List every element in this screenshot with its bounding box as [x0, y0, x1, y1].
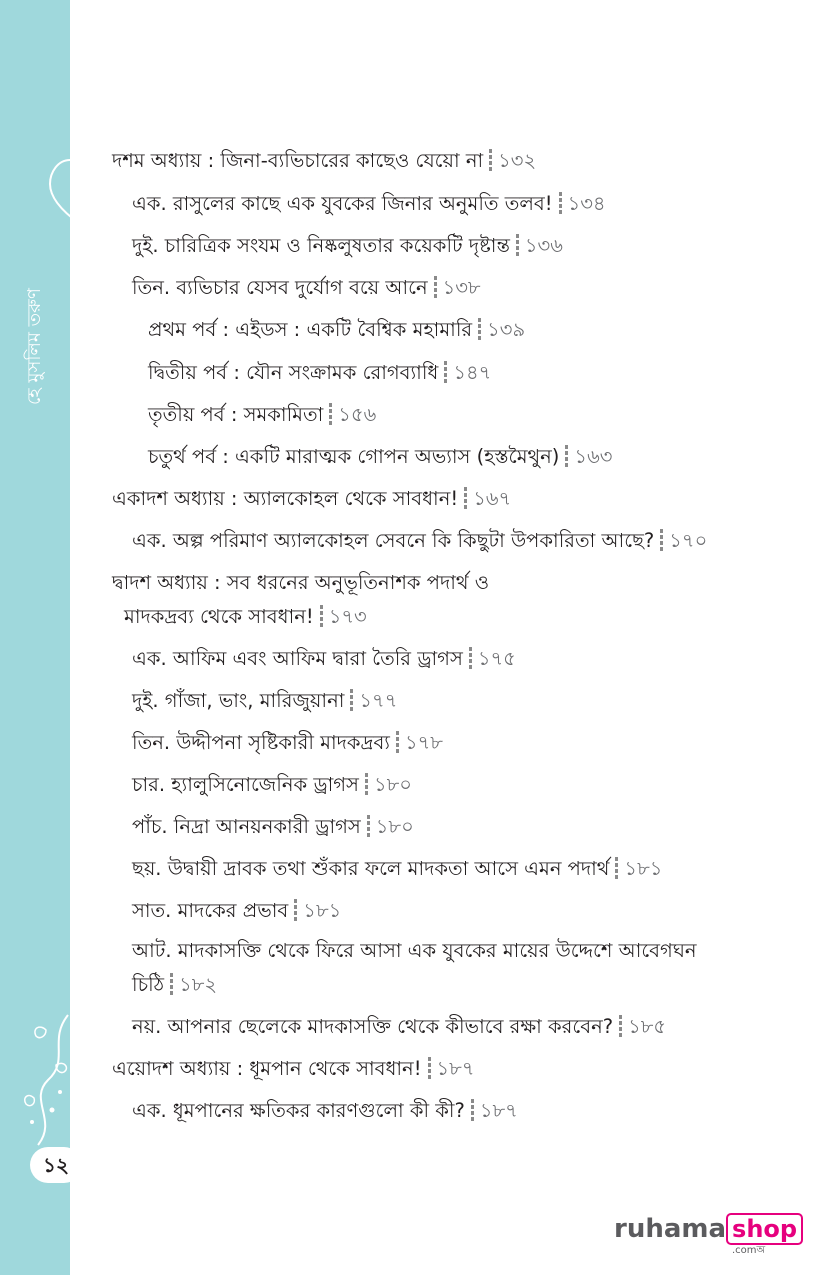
separator-mark: [428, 1057, 431, 1079]
toc-entry: দ্বিতীয় পর্ব : যৌন সংক্রামক রোগব্যাধি ১৪৭: [148, 361, 492, 384]
separator-mark: [365, 773, 368, 795]
toc-entry: একাদশ অধ্যায় : অ্যালকোহল থেকে সাবধান! ১৬৭: [112, 487, 512, 510]
toc-entry: মাদকদ্রব্য থেকে সাবধান! ১৭৩: [124, 605, 367, 628]
separator-mark: [444, 361, 447, 383]
sidebar-band: [0, 0, 70, 1275]
separator-mark: [464, 487, 467, 509]
separator-mark: [619, 1015, 622, 1037]
separator-mark: [471, 1099, 474, 1121]
toc-entry: নয়. আপনার ছেলেকে মাদকাসক্তি থেকে কীভাবে রক্ষা করবেন? ১৮৫: [132, 1015, 667, 1038]
separator-mark: [434, 276, 437, 298]
separator-mark: [294, 899, 297, 921]
toc-entry: চিঠি ১৮২: [132, 973, 218, 996]
toc-entry: দুই. চারিত্রিক সংযম ও নিষ্কলুষতার কয়েকটি দৃষ্টান্ত ১৩৬: [132, 234, 563, 257]
page-number: ১২: [30, 1147, 82, 1183]
toc-entry: আট. মাদকাসক্তি থেকে ফিরে আসা এক যুবকের মায়ের উদ্দেশে আবেগঘন: [132, 939, 697, 962]
separator-mark: [396, 731, 399, 753]
toc-entry: প্রথম পর্ব : এইডস : একটি বৈশ্বিক মহামারি ১৩৯: [148, 318, 526, 341]
toc-entry: সাত. মাদকের প্রভাব ১৮১: [132, 899, 342, 922]
toc-entry: এক. রাসুলের কাছে এক যুবকের জিনার অনুমতি তলব! ১৩৪: [132, 192, 606, 215]
brand-shop-badge: shop: [726, 1213, 803, 1245]
toc-entry: এয়োদশ অধ্যায় : ধূমপান থেকে সাবধান! ১৮৭: [112, 1057, 475, 1080]
toc-entry: এক. ধূমপানের ক্ষতিকর কারণগুলো কী কী? ১৮৭: [132, 1099, 518, 1122]
separator-mark: [320, 605, 323, 627]
toc-entry: তিন. ব্যভিচার যেসব দুর্যোগ বয়ে আনে ১৩৮: [132, 276, 481, 299]
separator-mark: [559, 192, 562, 214]
separator-mark: [170, 973, 173, 995]
toc-entry: তিন. উদ্দীপনা সৃষ্টিকারী মাদকদ্রব্য ১৭৮: [132, 731, 443, 754]
toc-entry: তৃতীয় পর্ব : সমকামিতা ১৫৬: [148, 403, 377, 426]
toc-entry: দ্বাদশ অধ্যায় : সব ধরনের অনুভূতিনাশক পদার্থ ও: [112, 571, 490, 594]
toc-entry: দুই. গাঁজা, ভাং, মারিজুয়ানা ১৭৭: [132, 689, 398, 712]
floral-vine-icon: [18, 1010, 78, 1150]
brand-logo: [614, 1213, 803, 1261]
separator-mark: [350, 689, 353, 711]
toc-entry: চার. হ্যালুসিনোজেনিক ড্রাগস ১৮০: [132, 773, 412, 796]
toc-entry: দশম অধ্যায় : জিনা-ব্যভিচারের কাছেও যেয়ো না ১৩২: [112, 149, 537, 172]
separator-mark: [478, 318, 481, 340]
brand-suffix: .comঅ: [732, 1245, 766, 1256]
toc-entry: পাঁচ. নিদ্রা আনয়নকারী ড্রাগস ১৮০: [132, 815, 414, 838]
side-title: হে মুসলিম তরুণ: [24, 288, 45, 405]
separator-mark: [516, 234, 519, 256]
separator-mark: [469, 647, 472, 669]
separator-mark: [367, 815, 370, 837]
brand-name: ruhama: [614, 1214, 727, 1244]
toc-entry: চতুর্থ পর্ব : একটি মারাত্মক গোপন অভ্যাস (হস্তমৈথুন) ১৬৩: [148, 445, 613, 468]
toc-entry: এক. অল্প পরিমাণ অ্যালকোহল সেবনে কি কিছুটা উপকারিতা আছে? ১৭০: [132, 529, 708, 552]
separator-mark: [329, 403, 332, 425]
separator-mark: [660, 529, 663, 551]
toc-entry: ছয়. উদ্বায়ী দ্রাবক তথা শুঁকার ফলে মাদকতা আসে এমন পদার্থ ১৮১: [132, 857, 663, 880]
separator-mark: [565, 445, 568, 467]
toc-entry: এক. আফিম এবং আফিম দ্বারা তৈরি ড্রাগস ১৭৫: [132, 647, 516, 670]
separator-mark: [615, 857, 618, 879]
separator-mark: [489, 149, 492, 171]
